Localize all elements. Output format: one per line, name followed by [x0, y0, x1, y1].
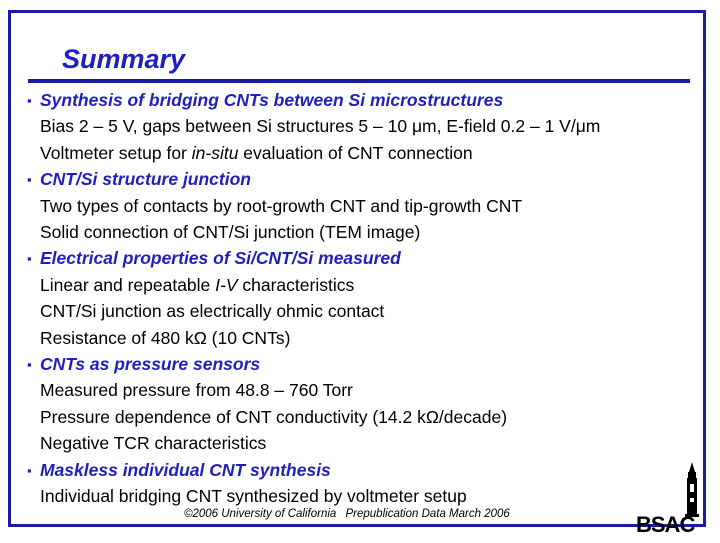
- sub-item: [40, 406, 507, 428]
- sub-item-text: in-situ: [191, 142, 239, 163]
- bullet-heading: [27, 247, 401, 270]
- sub-item: [40, 379, 353, 401]
- bullet-heading: [27, 353, 260, 376]
- footer: [184, 508, 510, 520]
- bullet-heading-text: CNTs as pressure sensors: [40, 354, 261, 374]
- sub-item-text: Solid connection of CNT/Si junction (TEM image): [40, 222, 421, 242]
- square-bullet-icon: ▪: [27, 172, 32, 188]
- logo-text: BSAC: [636, 512, 695, 537]
- sub-item-text: CNT/Si junction as electrically ohmic contact: [40, 301, 385, 322]
- sub-item-text: Individual bridging CNT synthesized by voltmeter setup: [40, 486, 467, 506]
- footer-copyright: ©2006 University of California: [184, 508, 337, 520]
- sub-item-text: Bias 2 – 5 V, gaps between Si structures 5 – 10 μm, E-field 0.2 – 1 V/μm: [40, 116, 601, 137]
- title-divider: [28, 79, 690, 83]
- sub-item: [40, 432, 266, 454]
- bullet-heading: [27, 89, 503, 112]
- bullet-heading-text: Synthesis of bridging CNTs between Si microstructures: [40, 90, 504, 110]
- sub-item-text: Resistance of 480 kΩ (10 CNTs): [40, 327, 291, 348]
- slide-title: Summary: [62, 44, 186, 74]
- sub-item-text: Negative TCR characteristics: [40, 433, 267, 454]
- square-bullet-icon: ▪: [27, 462, 32, 478]
- bullet-heading-text: CNT/Si structure junction: [40, 169, 251, 190]
- sub-item: [40, 142, 473, 164]
- bullet-heading: [27, 168, 251, 191]
- sub-item: [40, 195, 522, 217]
- sub-item-text: Voltmeter setup for: [40, 142, 192, 163]
- bullet-heading-text: Maskless individual CNT synthesis: [40, 459, 331, 480]
- sub-item-text: evaluation of CNT connection: [238, 142, 473, 163]
- bullet-heading: [27, 459, 331, 482]
- sub-item-text: Linear and repeatable: [40, 274, 216, 295]
- sub-item: [40, 115, 600, 137]
- bullet-heading-text: Electrical properties of Si/CNT/Si measured: [40, 248, 401, 269]
- sub-item-text: Pressure dependence of CNT conductivity (14.2 kΩ/decade): [40, 406, 508, 427]
- square-bullet-icon: ▪: [27, 357, 32, 372]
- square-bullet-icon: ▪: [27, 251, 32, 267]
- bsac-logo: [636, 460, 716, 538]
- sub-item-text: Measured pressure from 48.8 – 760 Torr: [40, 380, 353, 401]
- sub-item-text: I-V: [215, 274, 238, 295]
- sub-item-text: Two types of contacts by root-growth CNT and tip-growth CNT: [40, 195, 523, 216]
- sub-item: [40, 221, 420, 243]
- sub-item: [40, 485, 467, 507]
- square-bullet-icon: ▪: [27, 93, 32, 108]
- footer-note: Prepublication Data March 2006: [345, 508, 510, 520]
- sub-item: [40, 327, 290, 349]
- sub-item: [40, 300, 384, 322]
- sub-item: [40, 274, 354, 296]
- sub-item-text: characteristics: [237, 274, 355, 295]
